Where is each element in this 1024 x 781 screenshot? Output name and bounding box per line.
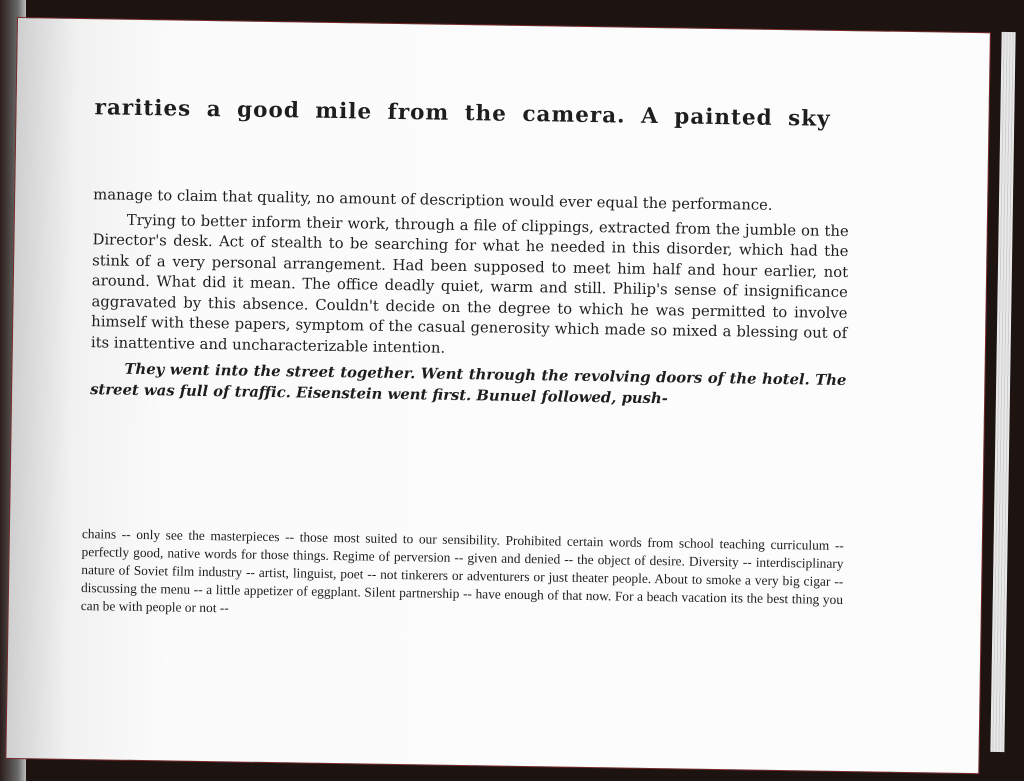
paragraph-1: manage to claim that quality, no amount of description would ever equal the performance. [93,186,773,214]
book-page [6,18,990,773]
paragraph-2: Trying to better inform their work, through a file of clippings, extracted from the jumble on the Director's desk. Act of stealth to be searching for what he needed in this disorder, which had the stink of a very personal arrangement. Had been supposed to meet him half and hour earlier, not around. What did it mean. The office deadly quiet, warm and still. Philip's sense of insignificance aggravated by this absence. Couldn't decide on the degree to which he was permitted to involve himself with these papers, symptom of the casual generosity which made so mixed a blessing out of its inattentive and uncharacterizable intention. [90,211,849,357]
page-edges [990,32,1015,752]
page-header-line: rarities a good mile from the camera. A painted sky [94,95,831,132]
paragraph-3-italic: They went into the street together. Went through the revolving doors of the hotel. The street was full of traffic. Eisenstein went first. Bunuel followed, push- [90,360,847,407]
footnote-text: chains -- only see the masterpieces -- those most suited to our sensibility. Prohibited certain words from school teaching curriculum -- perfectly good, native words for those things. Regime of perversion -- given and denied -- the object of desire. Diversity -- interdisciplinary nature of Soviet film industry -- artist, linguist, poet -- not tinkerers or adventurers or just theater people. About to smoke a very big cigar -- discussing the menu -- a little appetizer of eggplant. Silent partnership -- have enough of that now. For a beach vacation its the best thing you can be with people or not -- [80,526,844,616]
body-text [90,185,849,412]
